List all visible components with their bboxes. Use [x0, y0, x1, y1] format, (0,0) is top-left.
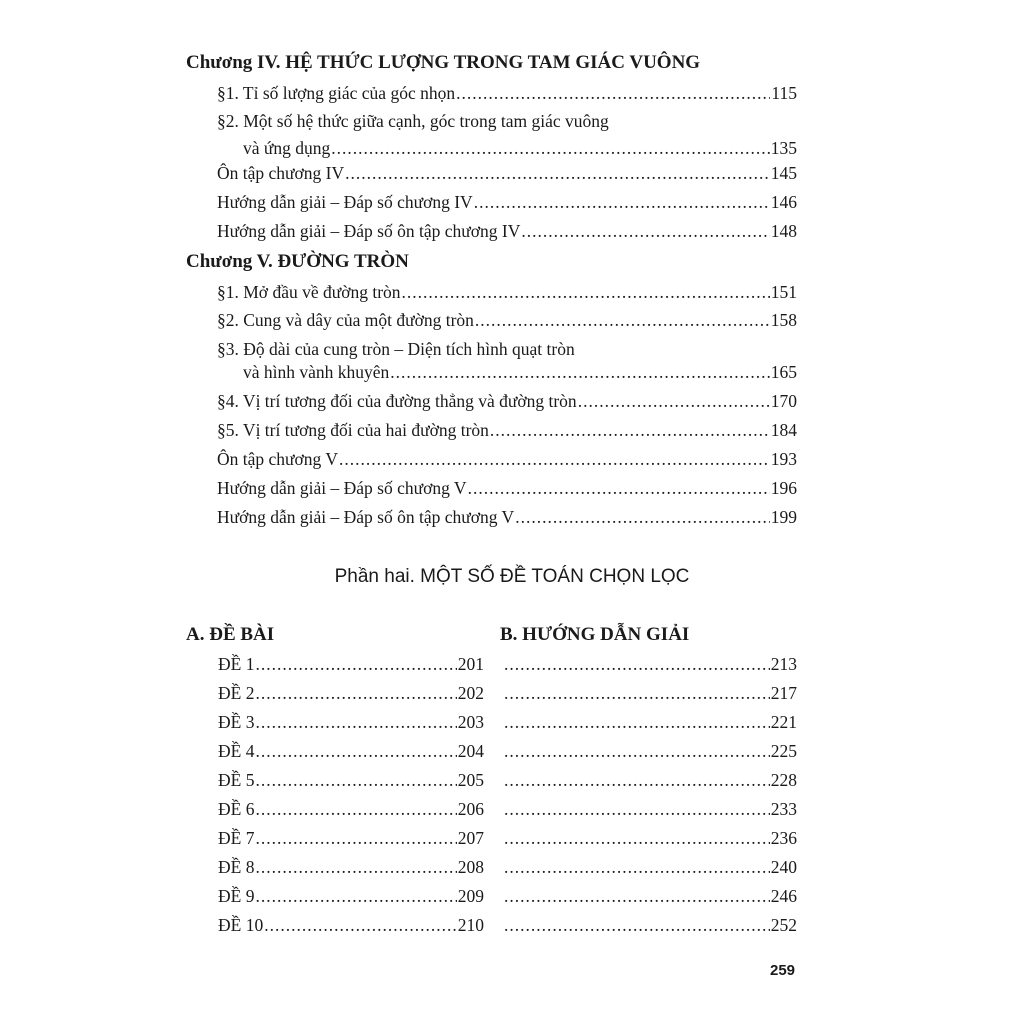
- exam-entry: [218, 799, 484, 820]
- dot-leader: [504, 799, 770, 820]
- entry-label: ĐỀ 3: [218, 712, 255, 732]
- entry-page: 233: [770, 799, 797, 819]
- entry-label: Hướng dẫn giải – Đáp số chương V: [217, 478, 467, 498]
- toc-entry: [217, 420, 797, 441]
- entry-page: 203: [457, 712, 484, 732]
- entry-label: và hình vành khuyên: [243, 362, 390, 382]
- toc-entry: [217, 221, 797, 242]
- entry-label-line1: §2. Một số hệ thức giữa cạnh, góc trong tam giác vuông: [217, 111, 609, 131]
- entry-page: 206: [457, 799, 484, 819]
- solution-entry: [503, 770, 797, 791]
- toc-entry: [217, 391, 797, 412]
- dot-leader: [504, 770, 770, 791]
- entry-page: 208: [457, 857, 484, 877]
- entry-page: 213: [770, 654, 797, 674]
- dot-leader: [331, 138, 769, 159]
- entry-page: 184: [770, 420, 797, 440]
- entry-page: 221: [770, 712, 797, 732]
- page-number: 259: [770, 962, 796, 979]
- exam-entry: [218, 683, 484, 704]
- toc-entry: [217, 478, 797, 499]
- entry-label: ĐỀ 9: [218, 886, 255, 906]
- solution-entry: [503, 683, 797, 704]
- dot-leader: [390, 362, 769, 383]
- entry-page: 135: [770, 138, 797, 158]
- dot-leader: [255, 886, 456, 907]
- entry-page: 205: [457, 770, 484, 790]
- entry-label: ĐỀ 7: [218, 828, 255, 848]
- entry-page: 246: [770, 886, 797, 906]
- entry-page: 145: [770, 163, 797, 183]
- entry-page: 225: [770, 741, 797, 761]
- entry-label: Ôn tập chương IV: [217, 163, 345, 183]
- exam-entry: [218, 915, 484, 936]
- dot-leader: [475, 310, 770, 331]
- entry-label: ĐỀ 6: [218, 799, 255, 819]
- toc-entry: [217, 507, 797, 528]
- toc-entry: [243, 362, 797, 383]
- entry-label: ĐỀ 2: [218, 683, 255, 703]
- toc-entry: [217, 310, 797, 331]
- solution-entry: [503, 654, 797, 675]
- solution-entry: [503, 828, 797, 849]
- dot-leader: [504, 857, 770, 878]
- dot-leader: [504, 683, 770, 704]
- entry-label: Hướng dẫn giải – Đáp số chương IV: [217, 192, 473, 212]
- entry-page: 199: [770, 507, 797, 527]
- exam-entry: [218, 828, 484, 849]
- solution-entry: [503, 915, 797, 936]
- chapter-5-title: Chương V. ĐƯỜNG TRÒN: [186, 251, 409, 272]
- solution-entry: [503, 799, 797, 820]
- exam-entry: [218, 857, 484, 878]
- dot-leader: [255, 770, 456, 791]
- entry-page: 228: [770, 770, 797, 790]
- entry-page: 146: [770, 192, 797, 212]
- dot-leader: [504, 654, 770, 675]
- toc-entry: [217, 282, 797, 303]
- dot-leader: [504, 915, 770, 936]
- dot-leader: [264, 915, 457, 936]
- exam-entry: [218, 654, 484, 675]
- toc-entry: [243, 138, 797, 159]
- entry-label: Ôn tập chương V: [217, 449, 338, 469]
- entry-page: 151: [770, 282, 797, 302]
- entry-page: 148: [770, 221, 797, 241]
- entry-label: ĐỀ 8: [218, 857, 255, 877]
- entry-page: 252: [770, 915, 797, 935]
- entry-page: 115: [771, 83, 797, 103]
- entry-label: và ứng dụng: [243, 138, 331, 158]
- dot-leader: [474, 192, 770, 213]
- entry-label-line1: §3. Độ dài của cung tròn – Diện tích hình quạt tròn: [217, 339, 575, 359]
- entry-label: Hướng dẫn giải – Đáp số ôn tập chương V: [217, 507, 515, 527]
- exam-entry: [218, 886, 484, 907]
- dot-leader: [402, 282, 770, 303]
- entry-page: 240: [770, 857, 797, 877]
- entry-page: 170: [770, 391, 797, 411]
- entry-label: ĐỀ 10: [218, 915, 264, 935]
- dot-leader: [255, 683, 456, 704]
- dot-leader: [345, 163, 770, 184]
- dot-leader: [255, 828, 456, 849]
- entry-page: 204: [457, 741, 484, 761]
- part-two-title: Phần hai. MỘT SỐ ĐỀ TOÁN CHỌN LỌC: [334, 566, 690, 587]
- toc-entry: [217, 83, 797, 104]
- entry-label: §2. Cung và dây của một đường tròn: [217, 310, 474, 330]
- entry-page: 217: [770, 683, 797, 703]
- entry-label: §4. Vị trí tương đối của đường thẳng và đường tròn: [217, 391, 577, 411]
- entry-page: 158: [770, 310, 797, 330]
- section-a-heading: A. ĐỀ BÀI: [186, 624, 275, 645]
- dot-leader: [255, 741, 456, 762]
- dot-leader: [515, 507, 770, 528]
- solution-entry: [503, 886, 797, 907]
- entry-label: Hướng dẫn giải – Đáp số ôn tập chương IV: [217, 221, 521, 241]
- entry-page: 196: [770, 478, 797, 498]
- entry-page: 209: [457, 886, 484, 906]
- entry-label: §5. Vị trí tương đối của hai đường tròn: [217, 420, 489, 440]
- dot-leader: [456, 83, 770, 104]
- dot-leader: [504, 741, 770, 762]
- dot-leader: [521, 221, 769, 242]
- toc-entry: [217, 192, 797, 213]
- exam-entry: [218, 712, 484, 733]
- toc-entry: [217, 163, 797, 184]
- section-b-heading: B. HƯỚNG DẪN GIẢI: [500, 624, 690, 645]
- dot-leader: [255, 799, 456, 820]
- dot-leader: [255, 712, 456, 733]
- entry-page: 202: [457, 683, 484, 703]
- solution-entry: [503, 857, 797, 878]
- toc-entry: [217, 449, 797, 470]
- dot-leader: [255, 857, 456, 878]
- entry-label: §1. Tỉ số lượng giác của góc nhọn: [217, 83, 456, 103]
- dot-leader: [578, 391, 770, 412]
- dot-leader: [339, 449, 770, 470]
- entry-label: ĐỀ 4: [218, 741, 255, 761]
- entry-label: ĐỀ 1: [218, 654, 255, 674]
- chapter-4-title: Chương IV. HỆ THỨC LƯỢNG TRONG TAM GIÁC VUÔNG: [186, 52, 701, 73]
- dot-leader: [468, 478, 770, 499]
- entry-page: 210: [457, 915, 484, 935]
- entry-page: 236: [770, 828, 797, 848]
- entry-page: 207: [457, 828, 484, 848]
- entry-page: 201: [457, 654, 484, 674]
- entry-page: 193: [770, 449, 797, 469]
- dot-leader: [255, 654, 456, 675]
- dot-leader: [504, 828, 770, 849]
- entry-page: 165: [770, 362, 797, 382]
- dot-leader: [490, 420, 770, 441]
- exam-entry: [218, 770, 484, 791]
- solution-entry: [503, 741, 797, 762]
- entry-label: §1. Mở đầu về đường tròn: [217, 282, 401, 302]
- exam-entry: [218, 741, 484, 762]
- entry-label: ĐỀ 5: [218, 770, 255, 790]
- dot-leader: [504, 886, 770, 907]
- solution-entry: [503, 712, 797, 733]
- dot-leader: [504, 712, 770, 733]
